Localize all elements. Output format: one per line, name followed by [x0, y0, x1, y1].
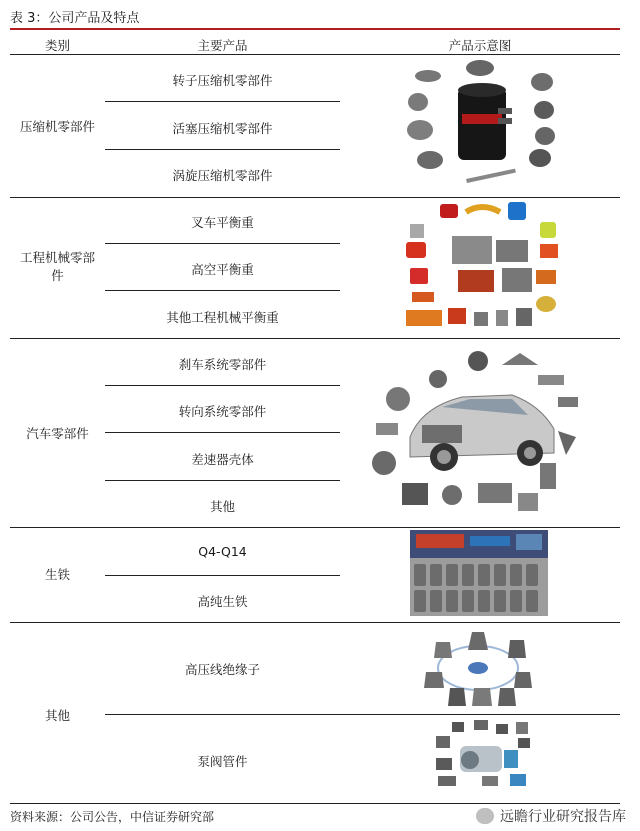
header-rule	[10, 54, 620, 55]
pump-valve-image	[432, 718, 534, 790]
product-label: 高空平衡重	[191, 262, 254, 277]
row-divider	[105, 432, 340, 433]
row-divider	[105, 290, 340, 291]
compressor-parts-image	[400, 58, 565, 188]
row-divider	[105, 243, 340, 244]
row-divider	[105, 385, 340, 386]
header-products: 主要产品	[197, 38, 248, 53]
category-label: 生铁	[44, 567, 70, 582]
product-label: 转向系统零部件	[178, 404, 267, 419]
category-label: 压缩机零部件	[19, 119, 95, 134]
product-label: 转子压缩机零部件	[172, 73, 273, 88]
wechat-icon	[476, 808, 494, 824]
product-label: 其他	[209, 499, 235, 514]
product-label: 泵阀管件	[197, 754, 248, 769]
row-divider	[105, 101, 340, 102]
product-label: 活塞压缩机零部件	[172, 121, 273, 136]
category-label: 其他	[44, 708, 70, 723]
row-divider	[105, 575, 340, 576]
row-divider	[105, 149, 340, 150]
product-label: 刹车系统零部件	[178, 357, 267, 372]
header-category: 类别	[44, 38, 70, 53]
section-rule	[10, 338, 620, 339]
product-label: 其他工程机械平衡重	[166, 310, 279, 325]
product-label: 差速器壳体	[191, 452, 254, 467]
section-rule	[10, 527, 620, 528]
category-text: 工程机械零部件	[19, 250, 95, 283]
top-rule	[10, 28, 620, 30]
category-label: 汽车零部件	[26, 426, 89, 441]
row-divider	[105, 480, 340, 481]
product-label: 高纯生铁	[197, 594, 248, 609]
watermark-text: 远瞻行业研究报告库	[500, 809, 626, 825]
watermark	[476, 806, 626, 826]
source-note: 资料来源：公司公告，中信证券研究部	[10, 810, 215, 824]
bottom-rule	[10, 803, 620, 804]
product-label: 涡旋压缩机零部件	[172, 168, 273, 183]
section-rule	[10, 197, 620, 198]
header-illustration: 产品示意图	[448, 38, 512, 53]
pig-iron-image	[410, 530, 548, 616]
section-rule	[10, 622, 620, 623]
insulator-image	[420, 628, 536, 710]
counterweight-parts-image	[400, 200, 565, 332]
table-title: 表 3：公司产品及特点	[10, 11, 140, 26]
product-label: 高压线绝缘子	[184, 662, 260, 677]
product-label: Q4-Q14	[198, 544, 247, 559]
product-label: 叉车平衡重	[191, 215, 254, 230]
row-divider	[105, 714, 620, 715]
car-parts-image	[362, 345, 582, 517]
category-label	[10, 249, 105, 285]
